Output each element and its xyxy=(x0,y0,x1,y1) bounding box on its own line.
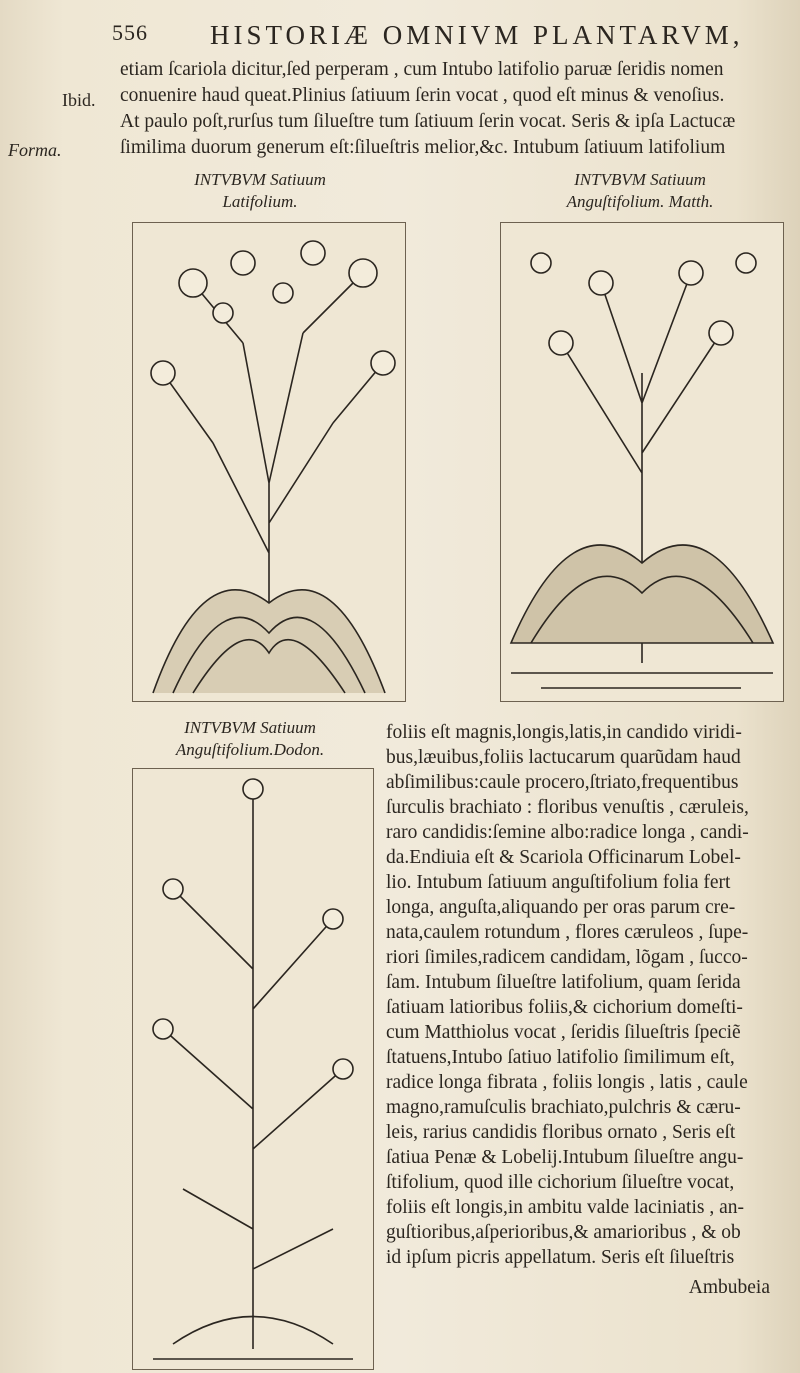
text-line: nata,caulem rotundum , flores cæruleos , ſupe- xyxy=(386,922,749,943)
figure-1-title: INTVBVM Satiuum xyxy=(194,170,326,189)
text-line: ſatiua Penæ & Lobelij.Intubum ſilueſtre angu- xyxy=(386,1147,744,1168)
margin-note-ibid: Ibid. xyxy=(62,90,96,110)
text-line: raro candidis:ſemine albo:radice longa , candi- xyxy=(386,822,749,843)
text-line: ſtifolium, quod ille cichorium ſilueſtre vocat, xyxy=(386,1172,735,1193)
text-line: bus,læuibus,foliis lactucarum quarũdam haud xyxy=(386,747,741,768)
woodcut-latifolium-illustration xyxy=(133,223,405,701)
text-line: leis, rarius candidis floribus ornato , Seris eſt xyxy=(386,1122,736,1143)
text-line: foliis eſt longis,in ambitu valde laciniatis , an- xyxy=(386,1197,744,1218)
text-line: ſimilima duorum generum eſt:ſilueſtris melior,&c. Intubum ſatiuum latifolium xyxy=(120,137,726,158)
margin-note-forma: Forma. xyxy=(8,140,62,160)
woodcut-angustifolium-dodon-illustration xyxy=(133,769,373,1369)
text-line: abſimilibus:caule procero,ſtriato,frequentibus xyxy=(386,772,739,793)
text-line: foliis eſt magnis,longis,latis,in candido viridi- xyxy=(386,722,742,743)
text-line: conuenire haud queat.Plinius ſatiuum ſerin vocat , quod eſt minus & venoſius. xyxy=(120,85,725,106)
page-number: 556 xyxy=(112,20,148,45)
text-line: etiam ſcariola dicitur,ſed perperam , cum Intubo latifolio paruæ ſeridis nomen xyxy=(120,59,724,80)
text-line: magno,ramuſculis brachiato,pulchris & cæru- xyxy=(386,1097,741,1118)
figure-2-subtitle: Anguſtifolium. Matth. xyxy=(566,192,714,211)
text-line: longa, anguſta,aliquando per oras parum cre- xyxy=(386,897,736,918)
figure-1-subtitle: Latifolium. xyxy=(222,192,298,211)
woodcut-plate-angustifolium-dodon xyxy=(132,768,374,1370)
text-line: riori ſimiles,radicem candidam, lõgam , ſucco- xyxy=(386,947,748,968)
figure-3-title: INTVBVM Satiuum xyxy=(184,718,316,737)
text-line: da.Endiuia eſt & Scariola Officinarum Lobel- xyxy=(386,847,741,868)
figure-2-title: INTVBVM Satiuum xyxy=(574,170,706,189)
text-line: ſtatuens,Intubo ſatiuo latifolio ſimilimum eſt, xyxy=(386,1047,735,1068)
figure-3-subtitle: Anguſtifolium.Dodon. xyxy=(175,740,325,759)
text-line: lio. Intubum ſatiuum anguſtifolium folia fert xyxy=(386,872,731,893)
text-line: ſam. Intubum ſilueſtre latifolium, quam ſerida xyxy=(386,972,741,993)
text-line: At paulo poſt,rurſus tum ſilueſtre tum ſatiuum ſerin vocat. Seris & ipſa Lactucæ xyxy=(120,111,736,132)
catchword: Ambubeia xyxy=(688,1277,770,1298)
text-line: id ipſum picris appellatum. Seris eſt ſilueſtris xyxy=(386,1247,735,1268)
text-line: guſtioribus,aſperioribus,& amarioribus , & ob xyxy=(386,1222,741,1243)
woodcut-angustifolium-matth-illustration xyxy=(501,223,783,701)
woodcut-plate-angustifolium-matth xyxy=(500,222,784,702)
text-line: radice longa fibrata , foliis longis , latis , caule xyxy=(386,1072,748,1093)
text-line: ſatiuam latioribus foliis,& cichorium domeſti- xyxy=(386,997,743,1018)
text-line: cum Matthiolus vocat , ſeridis ſilueſtris ſpeciẽ xyxy=(386,1022,741,1043)
text-line: ſurculis brachiato : floribus venuſtis , cæruleis, xyxy=(386,797,749,818)
running-title: HISTORIÆ OMNIVM PLANTARVM, xyxy=(210,20,744,50)
woodcut-plate-latifolium xyxy=(132,222,406,702)
